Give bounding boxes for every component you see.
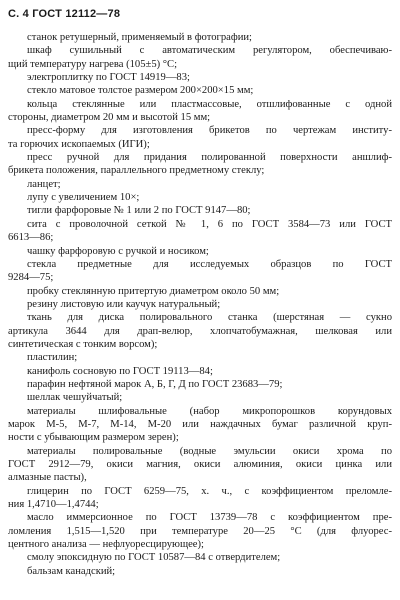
text-line: канифоль сосновую по ГОСТ 19113—84;: [27, 365, 213, 377]
document-body: [8, 31, 392, 578]
text-line: алмазные пасты),: [8, 472, 87, 484]
text-line: брикета положения, параллельного предметному стеклу;: [8, 165, 265, 177]
text-line: стороны, диаметром 20 мм и высотой 15 мм;: [8, 112, 211, 124]
text-line: 6613—86;: [8, 232, 54, 244]
text-line: та горючих ископаемых (ИГИ);: [8, 138, 150, 150]
text-line: материалы полировальные (водные эмульсии окиси хрома по: [27, 445, 392, 457]
text-line: шеллак чешуйчатый;: [27, 392, 123, 404]
text-line: пресс ручной для придания полированной поверхности аншлиф-: [27, 152, 392, 164]
text-line: шкаф сушильный с автоматическим регулятором, обеспечиваю-: [27, 45, 392, 57]
text-line: глицерин по ГОСТ 6259—75, х. ч., с коэффициентом преломле-: [27, 485, 392, 497]
text-line: смолу эпоксидную по ГОСТ 10587—84 с отвердителем;: [27, 552, 281, 564]
page-header: С. 4 ГОСТ 12112—78: [8, 8, 121, 20]
text-line: станок ретушерный, применяемый в фотографии;: [27, 32, 252, 43]
text-line: стекла предметные для исследуемых образцов по ГОСТ: [27, 258, 392, 270]
text-line: пробку стеклянную притертую диаметром около 50 мм;: [27, 285, 280, 297]
text-line: тигли фарфоровые № 1 или 2 по ГОСТ 9147—80;: [27, 205, 251, 217]
text-line: парафин нефтяной марок А, Б, Г, Д по ГОСТ 23683—79;: [27, 378, 283, 390]
text-line: ланцет;: [27, 178, 61, 190]
text-line: центного анализа — нефлуоресцирующее);: [8, 539, 204, 551]
text-line: резину листовую или каучук натуральный;: [27, 298, 221, 310]
text-line: ния 1,4710—1,4744;: [8, 499, 99, 511]
text-line: 9284—75;: [8, 272, 54, 284]
text-line: масло иммерсионное по ГОСТ 13739—78 с коэффициентом пре-: [27, 512, 392, 524]
text-line: электроплитку по ГОСТ 14919—83;: [27, 72, 190, 84]
text-line: кольца стеклянные или пластмассовые, отшлифованные с одной: [27, 98, 392, 110]
text-line: материалы шлифовальные (набор микропорошков корундовых: [27, 405, 392, 417]
text-line: щий температуру нагрева (105±5) °С;: [8, 58, 178, 70]
text-line: стекло матовое толстое размером 200×200×15 мм;: [27, 85, 254, 97]
text-line: синтетическая с тонким ворсом);: [8, 338, 158, 350]
text-line: артикула 3644 для драп-велюр, хлопчатобумажная, шелковая или: [8, 325, 392, 337]
text-line: пластилин;: [27, 352, 78, 364]
text-line: ности с убывающим размером зерен);: [8, 432, 179, 444]
text-line: чашку фарфоровую с ручкой и носиком;: [27, 245, 209, 257]
text-line: ГОСТ 2912—79, окиси магния, окиси алюминия, окиси цинка или: [8, 459, 392, 470]
text-line: марок М-5, М-7, М-14, М-20 или наждачных бумаг различной круп-: [8, 418, 392, 430]
text-line: бальзам канадский;: [27, 565, 116, 577]
text-line: ломления 1,515—1,520 при температуре 20—25 °С (для флуорес-: [8, 525, 392, 537]
text-line: ткань для диска полировального станка (шерстяная — сукно: [27, 312, 392, 324]
text-line: пресс-форму для изготовления брикетов по чертежам институ-: [27, 125, 392, 137]
text-line: сита с проволочной сеткой № 1, 6 по ГОСТ 3584—73 или ГОСТ: [27, 218, 392, 230]
text-line: лупу с увеличением 10×;: [27, 192, 140, 204]
